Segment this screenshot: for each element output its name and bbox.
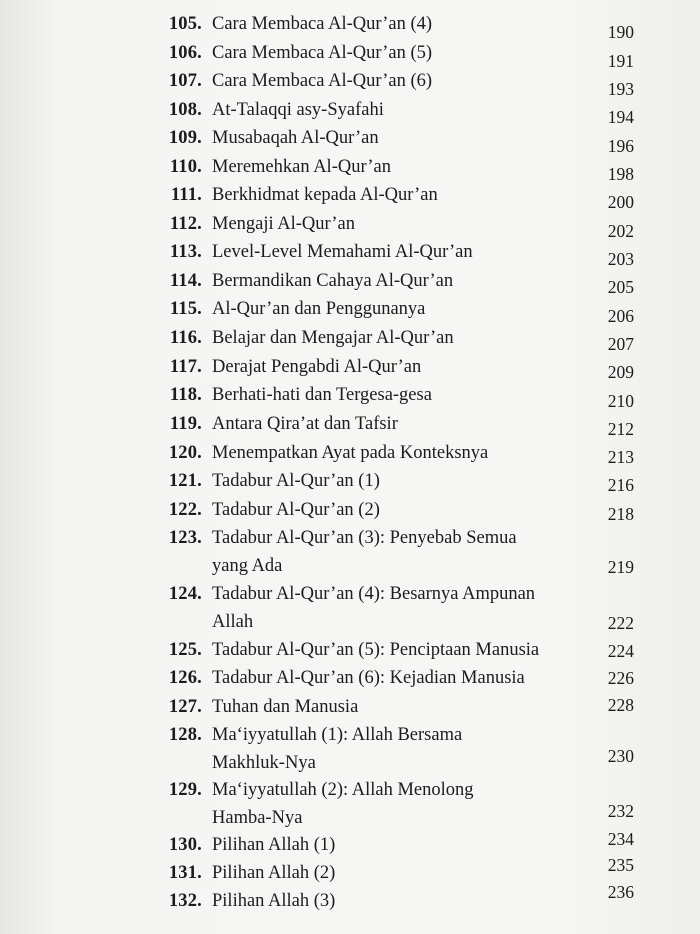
entry-title: Allah	[212, 612, 254, 632]
entry-number: 116.	[169, 328, 202, 348]
entry-title: Meremehkan Al-Qur’an	[212, 157, 391, 177]
entry-number: 126.	[168, 668, 202, 688]
entry-title: Cara Membaca Al-Qur’an (6)	[212, 71, 433, 91]
entry-page-number: 209	[607, 362, 634, 382]
entry-number: 105.	[168, 14, 202, 34]
entry-page-number: 205	[607, 277, 634, 297]
entry-number: 122.	[168, 500, 202, 520]
entry-title: Belajar dan Mengajar Al-Qur’an	[212, 328, 454, 348]
entry-title: Ma‘iyyatullah (1): Allah Bersama	[212, 725, 463, 745]
entry-title: Al-Qur’an dan Penggunanya	[212, 299, 426, 319]
entry-title: Makhluk-Nya	[212, 753, 316, 773]
entry-number: 110.	[169, 157, 202, 177]
entry-title: Antara Qira’at dan Tafsir	[212, 414, 398, 434]
entry-number: 118.	[169, 385, 202, 405]
entry-number: 127.	[168, 697, 202, 717]
entry-page-number: 193	[607, 79, 634, 99]
entry-page-number: 232	[607, 801, 634, 821]
entry-number: 107.	[168, 71, 202, 91]
entry-title: Cara Membaca Al-Qur’an (5)	[212, 43, 433, 63]
entry-title: Pilihan Allah (2)	[212, 863, 336, 883]
entry-page-number: 216	[607, 475, 634, 495]
entry-title: Hamba-Nya	[212, 808, 303, 828]
entry-title: Tadabur Al-Qur’an (5): Penciptaan Manusia	[212, 640, 540, 660]
entry-title: Derajat Pengabdi Al-Qur’an	[212, 357, 422, 377]
entry-title: Tadabur Al-Qur’an (6): Kejadian Manusia	[212, 668, 525, 688]
entry-number: 132.	[168, 891, 202, 911]
entry-page-number: 222	[607, 613, 634, 633]
entry-number: 114.	[169, 271, 202, 291]
entry-page-number: 210	[607, 391, 634, 411]
entry-number: 131.	[168, 863, 202, 883]
entry-title: Level-Level Memahami Al-Qur’an	[212, 242, 473, 262]
entry-page-number: 206	[607, 306, 634, 326]
entry-page-number: 196	[607, 136, 634, 156]
entry-number: 119.	[169, 414, 202, 434]
entry-page-number: 190	[607, 22, 634, 42]
entry-title: Menempatkan Ayat pada Konteksnya	[212, 443, 489, 463]
entry-number: 125.	[168, 640, 202, 660]
entry-page-number: 202	[607, 221, 634, 241]
entry-title: Cara Membaca Al-Qur’an (4)	[212, 14, 433, 34]
entry-title: Tuhan dan Manusia	[212, 697, 359, 717]
entry-number: 111.	[170, 185, 202, 205]
entry-page-number: 230	[607, 746, 634, 766]
entry-title: Tadabur Al-Qur’an (1)	[212, 471, 380, 491]
entry-title: yang Ada	[212, 556, 283, 576]
entry-page-number: 218	[607, 504, 634, 524]
entry-title: Pilihan Allah (1)	[212, 835, 336, 855]
entry-number: 121.	[168, 471, 202, 491]
entry-number: 129.	[168, 780, 202, 800]
entry-page-number: 212	[607, 419, 634, 439]
entry-title: Tadabur Al-Qur’an (3): Penyebab Semua	[212, 528, 517, 548]
entry-title: Tadabur Al-Qur’an (2)	[212, 500, 380, 520]
entry-page-number: 198	[607, 164, 634, 184]
entry-number: 117.	[169, 357, 202, 377]
entry-page-number: 213	[607, 447, 634, 467]
entry-number: 120.	[168, 443, 202, 463]
entry-page-number: 219	[607, 557, 634, 577]
entry-number: 124.	[168, 584, 202, 604]
entry-number: 123.	[168, 528, 202, 548]
entry-number: 106.	[168, 43, 202, 63]
entry-number: 113.	[169, 242, 202, 262]
entry-page-number: 235	[607, 855, 634, 875]
entry-title: Musabaqah Al-Qur’an	[212, 128, 379, 148]
entry-title: At-Talaqqi asy-Syafahi	[212, 100, 384, 120]
entry-number: 112.	[169, 214, 202, 234]
entry-title: Berhati-hati dan Tergesa-gesa	[212, 385, 432, 405]
entry-page-number: 194	[607, 107, 634, 127]
entry-title: Mengaji Al-Qur’an	[212, 214, 355, 234]
entry-title: Ma‘iyyatullah (2): Allah Menolong	[212, 780, 474, 800]
entry-title: Tadabur Al-Qur’an (4): Besarnya Ampunan	[212, 584, 536, 604]
entry-page-number: 228	[607, 695, 634, 715]
entry-title: Bermandikan Cahaya Al-Qur’an	[212, 271, 454, 291]
entry-title: Berkhidmat kepada Al-Qur’an	[212, 185, 438, 205]
entry-number: 130.	[168, 835, 202, 855]
entry-page-number: 224	[607, 641, 634, 661]
entry-page-number: 207	[607, 334, 634, 354]
entry-number: 108.	[168, 100, 202, 120]
entry-page-number: 203	[607, 249, 634, 269]
entry-page-number: 200	[607, 192, 634, 212]
entry-page-number: 191	[607, 51, 634, 71]
entry-page-number: 226	[607, 668, 634, 688]
entry-number: 128.	[168, 725, 202, 745]
entry-number: 115.	[169, 299, 202, 319]
entry-number: 109.	[168, 128, 202, 148]
entry-page-number: 236	[607, 882, 634, 902]
entry-page-number: 234	[607, 829, 634, 849]
entry-title: Pilihan Allah (3)	[212, 891, 336, 911]
